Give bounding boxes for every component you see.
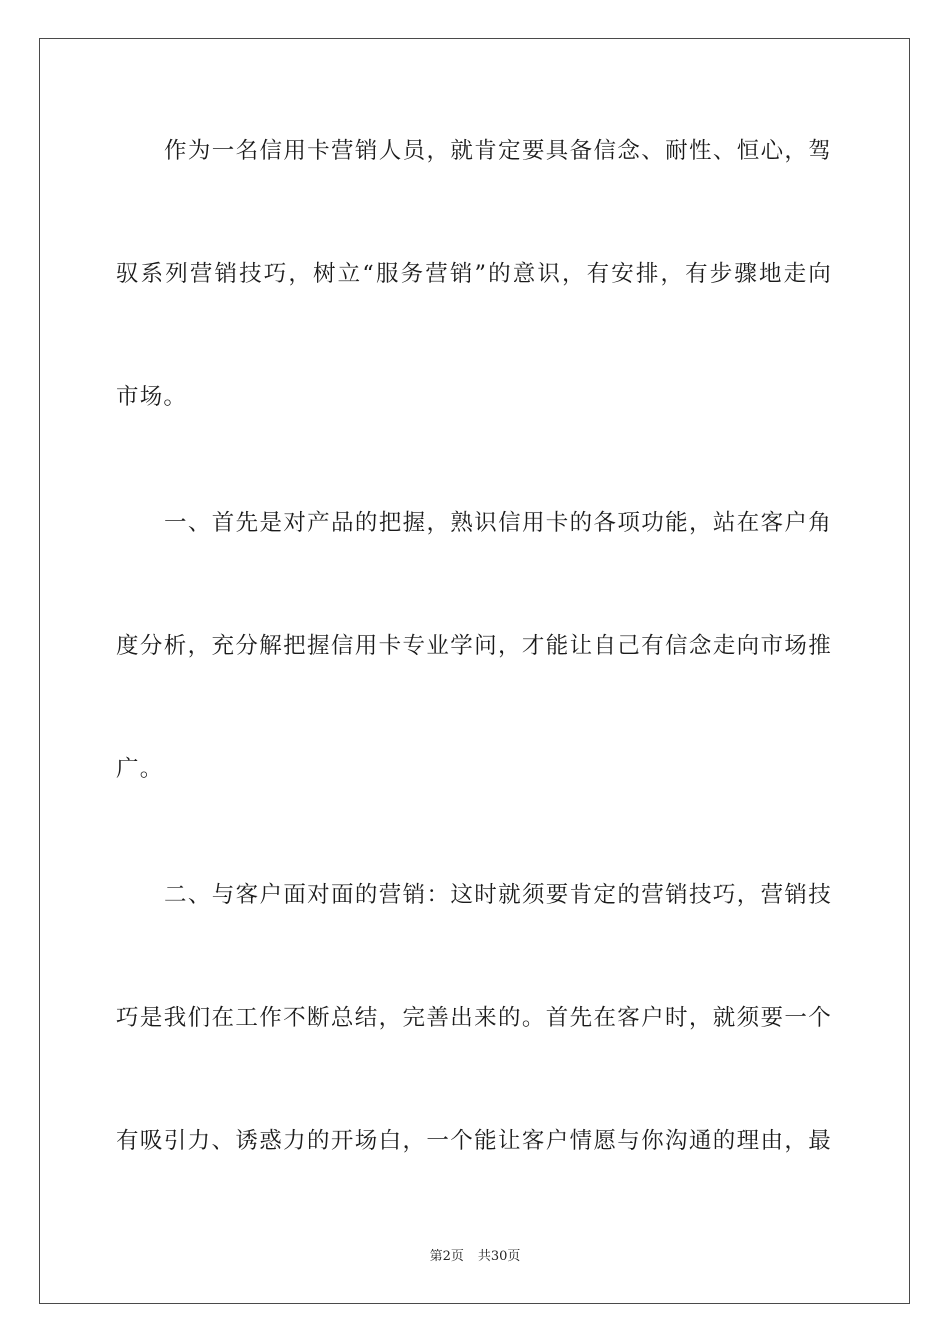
page-number: 第2页 bbox=[429, 1249, 464, 1264]
page-footer bbox=[0, 1248, 950, 1266]
page-border bbox=[39, 38, 910, 1304]
page-total: 共30页 bbox=[477, 1249, 521, 1264]
text-line: 广。 bbox=[116, 756, 164, 782]
text-line: 有吸引力、诱惑力的开场白，一个能让客户情愿与你沟通的理由，最 bbox=[116, 1128, 832, 1154]
text-line: 一、首先是对产品的把握，熟识信用卡的各项功能，站在客户角 bbox=[164, 510, 832, 536]
text-line: 度分析，充分解把握信用卡专业学问，才能让自己有信念走向市场推 bbox=[116, 633, 832, 659]
text-line: 巧是我们在工作不断总结，完善出来的。首先在客户时，就须要一个 bbox=[116, 1005, 832, 1031]
text-line: 作为一名信用卡营销人员，就肯定要具备信念、耐性、恒心，驾 bbox=[164, 138, 832, 164]
text-line: 驭系列营销技巧，树立“服务营销”的意识，有安排，有步骤地走向 bbox=[116, 261, 832, 287]
text-line: 二、与客户面对面的营销：这时就须要肯定的营销技巧，营销技 bbox=[164, 882, 832, 908]
text-line: 市场。 bbox=[116, 384, 188, 410]
